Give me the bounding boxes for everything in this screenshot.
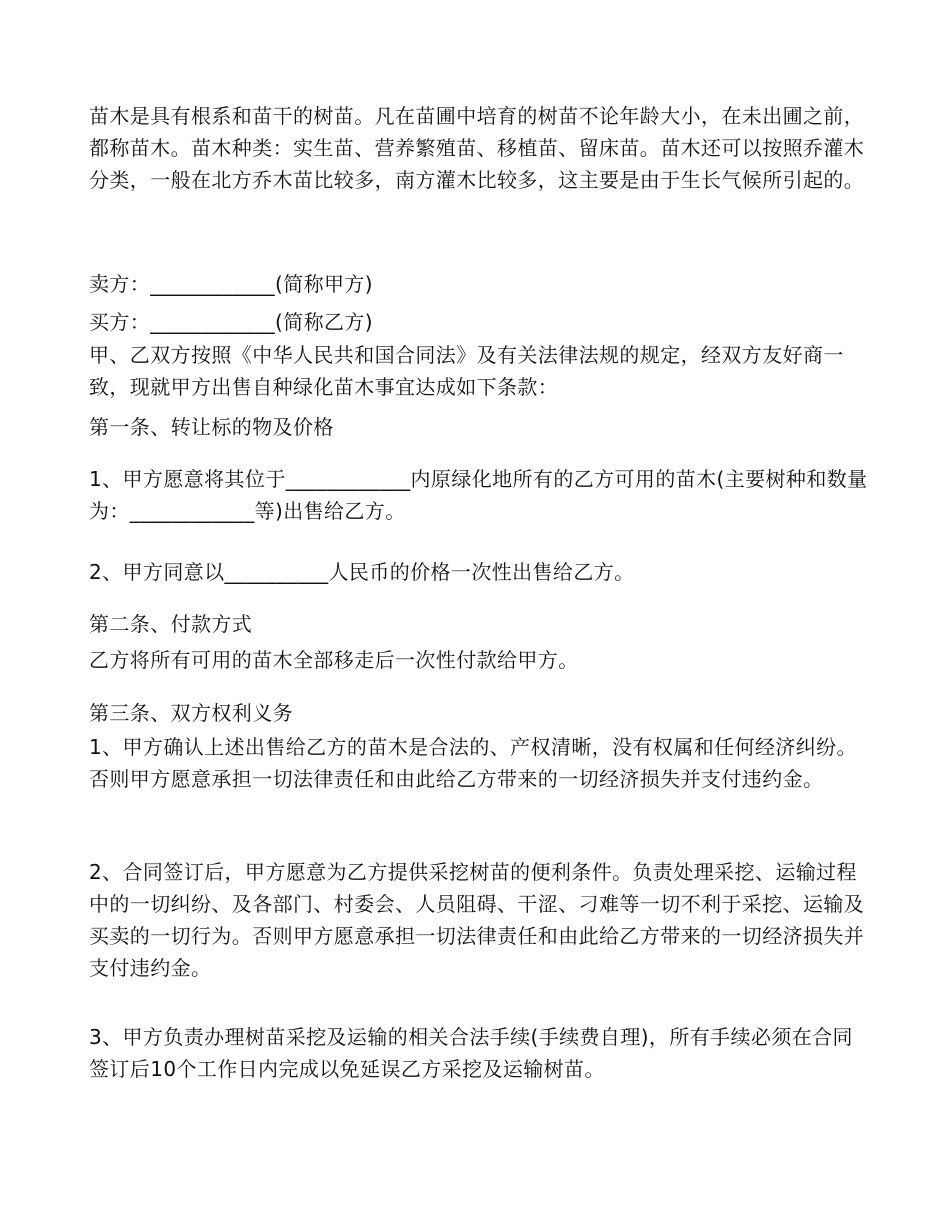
article-3-clause-1: 1、甲方确认上述出售给乙方的苗木是合法的、产权清晰，没有权属和任何经济纠纷。否则甲方愿意承担一切法律责任和由此给乙方带来的一切经济损失并支付违约金。 bbox=[89, 735, 857, 791]
article-3-clause-3: 3、甲方负责办理树苗采挖及运输的相关合法手续(手续费自理)，所有手续必须在合同签订后10个工作日内完成以免延误乙方采挖及运输树苗。 bbox=[89, 1025, 853, 1081]
article-3-clause-2: 2、合同签订后，甲方愿意为乙方提供采挖树苗的便利条件。负责处理采挖、运输过程中的一切纠纷、及各部门、村委会、人员阻碍、干涩、刁难等一切不利于采挖、运输及买卖的一切行为。否则甲方愿意承担一切法律责任和由此给乙方带来的一切经济损失并支付违约金。 bbox=[89, 860, 865, 980]
buyer-line: 买方：____________(简称乙方) bbox=[89, 310, 374, 334]
article-3-heading: 第三条、双方权利义务 bbox=[89, 701, 293, 725]
article-1-clause-1: 1、甲方愿意将其位于____________内原绿化地所有的乙方可用的苗木(主要树种和数量为：____________等)出售给乙方。 bbox=[89, 467, 868, 523]
seller-line: 卖方：____________(简称甲方) bbox=[89, 272, 374, 296]
intro-paragraph: 苗木是具有根系和苗干的树苗。凡在苗圃中培育的树苗不论年龄大小，在未出圃之前，都称苗木。苗木种类：实生苗、营养繁殖苗、移植苗、留床苗。苗木还可以按照乔灌木分类，一般在北方乔木苗比较多，南方灌木比较多，这主要是由于生长气候所引起的。 bbox=[89, 104, 865, 192]
article-2-body: 乙方将所有可用的苗木全部移走后一次性付款给甲方。 bbox=[89, 648, 579, 672]
article-2-heading: 第二条、付款方式 bbox=[89, 612, 253, 636]
article-1-clause-2: 2、甲方同意以__________人民币的价格一次性出售给乙方。 bbox=[89, 560, 635, 584]
article-1-heading: 第一条、转让标的物及价格 bbox=[89, 415, 334, 439]
agreement-preamble: 甲、乙双方按照《中华人民共和国合同法》及有关法律法规的规定，经双方友好商一致，现就甲方出售自种绿化苗木事宜达成如下条款： bbox=[89, 343, 844, 399]
